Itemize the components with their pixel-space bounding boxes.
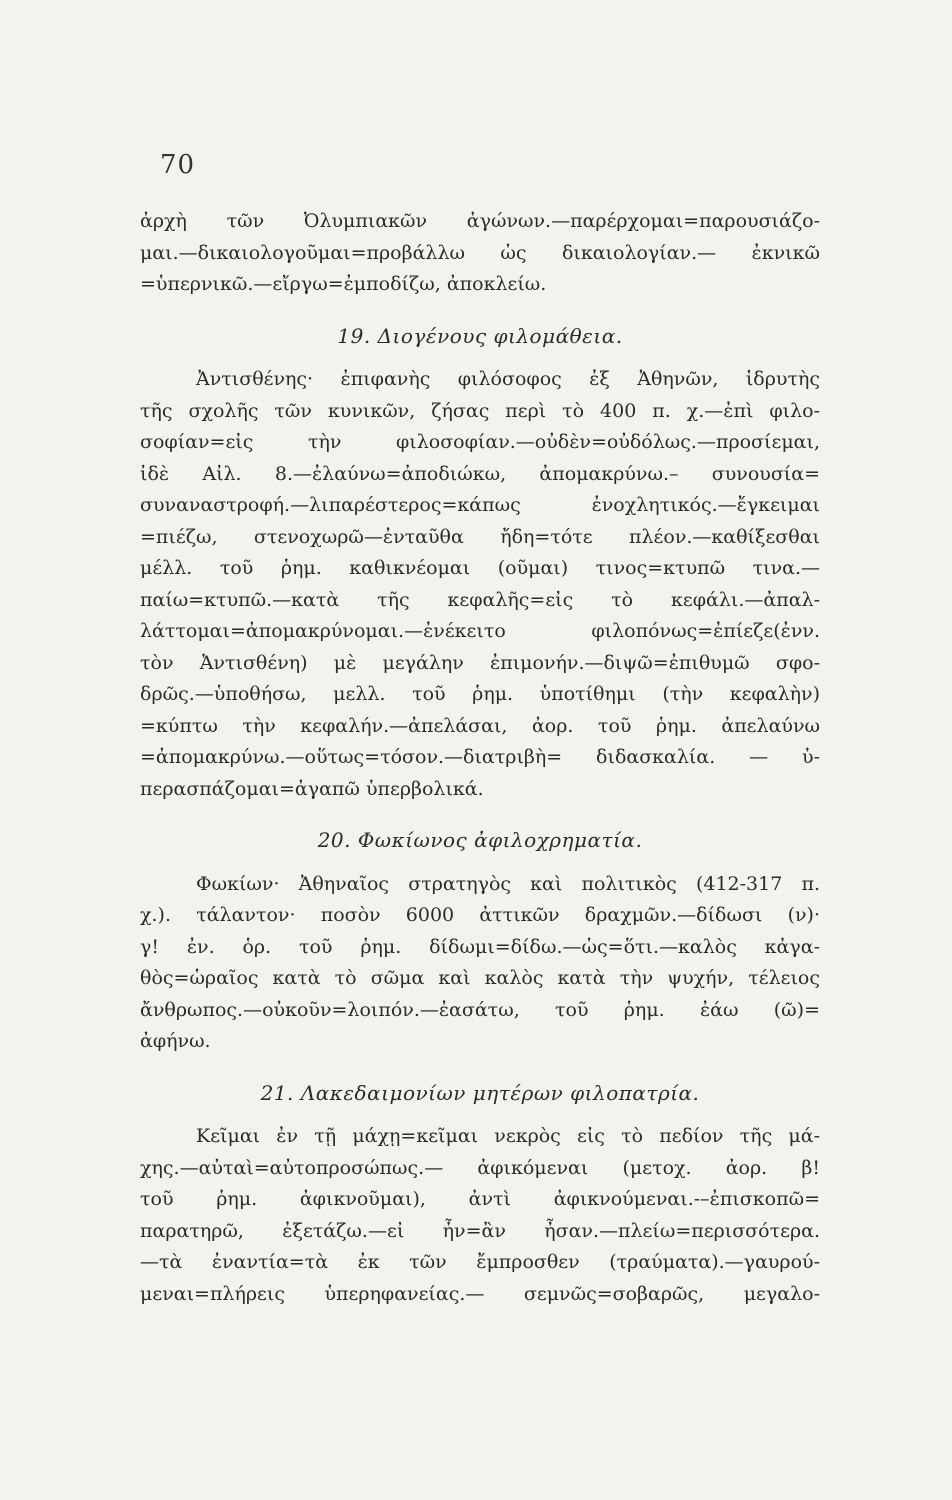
- text-line: =κύπτω τὴν κεφαλήν.—ἀπελάσαι, ἀορ. τοῦ ῥημ. ἀπελαύνω: [140, 714, 820, 737]
- text-line: ἀφήνω.: [140, 1030, 211, 1052]
- text-line: =ὑπερνικῶ.—εἴργω=ἐμποδίζω, ἀποκλείω.: [140, 273, 547, 295]
- text-line: περασπάζομαι=ἀγαπῶ ὑπερβολικά.: [140, 777, 484, 800]
- text-line: Φωκίων· Ἀθηναῖος στρατηγὸς καὶ πολιτικὸς (412-317 π.: [196, 872, 820, 895]
- text-line: χ.). τάλαντον· ποσὸν 6000 ἀττικῶν δραχμῶν.—δίδωσι (ν)·: [140, 904, 820, 926]
- section-21: [140, 1078, 820, 1311]
- text-line: —τὰ ἐναντία=τὰ ἐκ τῶν ἔμπροσθεν (τραύματα).—γαυρού-: [140, 1251, 820, 1273]
- text-line: παίω=κτυπῶ.—κατὰ τῆς κεφαλῆς=εἰς τὸ κεφάλι.—ἀπαλ-: [140, 588, 820, 611]
- text-line: μεναι=πλήρεις ὑπερηφανείας.— σεμνῶς=σοβαρῶς, μεγαλο-: [140, 1282, 820, 1305]
- text-line: παρατηρῶ, ἐξετάζω.—εἰ ἦν=ἂν ἦσαν.—πλείω=περισσότερα.: [140, 1219, 820, 1242]
- text-line: λάττομαι=ἀπομακρύνομαι.—ἐνέκειτο φιλοπόνως=ἐπίεζε(ἐνν.: [140, 620, 820, 642]
- text-line: Κεῖμαι ἐν τῇ μάχῃ=κεῖμαι νεκρὸς εἰς τὸ πεδίον τῆς μά-: [196, 1125, 820, 1147]
- text-line: χης.—αὐταὶ=αὐτοπροσώπως.— ἀφικόμεναι (μετοχ. ἀορ. β!: [140, 1156, 820, 1179]
- text-line: =πιέζω, στενοχωρῶ—ἐνταῦθα ἤδη=τότε πλέον.—καθίξεσθαι: [140, 525, 820, 548]
- text-line: γ! ἐν. ὁρ. τοῦ ῥημ. δίδωμι=δίδω.—ὡς=ὅτι.—καλὸς κἀγα-: [140, 935, 820, 958]
- section-heading: 19. Διογένους φιλομάθεια.: [337, 323, 623, 348]
- section-heading: 21. Λακεδαιμονίων μητέρων φιλοπατρία.: [260, 1080, 700, 1105]
- text-line: τοῦ ῥημ. ἀφικνοῦμαι), ἀντὶ ἀφικνούμεναι.-–ἐπισκοπῶ=: [140, 1188, 820, 1210]
- section-heading: 20. Φωκίωνος ἀφιλοχρηματία.: [317, 828, 643, 852]
- text-block: [140, 206, 820, 1310]
- text-line: ἀρχὴ τῶν Ὀλυμπιακῶν ἀγώνων.—παρέρχομαι=παρουσιάζο-: [140, 210, 820, 232]
- text-line: τῆς σχολῆς τῶν κυνικῶν, ζήσας περὶ τὸ 400 π. χ.—ἐπὶ φιλο-: [140, 399, 820, 422]
- text-line: ἄνθρωπος.—οὐκοῦν=λοιπόν.—ἐασάτω, τοῦ ῥημ. ἐάω (ῶ)=: [140, 998, 820, 1021]
- text-line: =ἀπομακρύνω.—οὕτως=τόσον.—διατριβὴ= διδασκαλία. — ὑ-: [140, 746, 820, 768]
- text-line: μαι.—δικαιολογοῦμαι=προβάλλω ὡς δικαιολογίαν.— ἐκνικῶ: [140, 241, 820, 264]
- section-19: [140, 321, 820, 806]
- text-line: συναναστροφή.—λιπαρέστερος=κάπως ἐνοχλητικός.—ἔγκειμαι: [140, 494, 820, 516]
- text-line: τὸν Ἀντισθένη) μὲ μεγάλην ἐπιμονήν.—διψῶ=ἐπιθυμῶ σφο-: [140, 651, 820, 674]
- text-line: θὸς=ὡραῖος κατὰ τὸ σῶμα καὶ καλὸς κατὰ τὴν ψυχήν, τέλειος: [140, 967, 820, 989]
- text-line: σοφίαν=εἰς τὴν φιλοσοφίαν.—οὐδὲν=οὐδόλως.—προσίεμαι,: [140, 431, 820, 453]
- text-line: δρῶς.—ὑποθήσω, μελλ. τοῦ ῥημ. ὑποτίθημι (τὴν κεφαλὴν): [140, 683, 820, 705]
- text-line: Ἀντισθένης· ἐπιφανὴς φιλόσοφος ἐξ Ἀθηνῶν, ἱδρυτὴς: [196, 368, 820, 390]
- section-20: [140, 825, 820, 1058]
- text-line: ἰδὲ Αἰλ. 8.—ἐλαύνω=ἀποδιώκω, ἀπομακρύνω.– συνουσία=: [140, 462, 820, 485]
- intro-paragraph: [140, 206, 820, 301]
- page-number: 70: [160, 150, 196, 180]
- text-line: μέλλ. τοῦ ῥημ. καθικνέομαι (οῦμαι) τινος=κτυπῶ τινα.—: [140, 557, 820, 579]
